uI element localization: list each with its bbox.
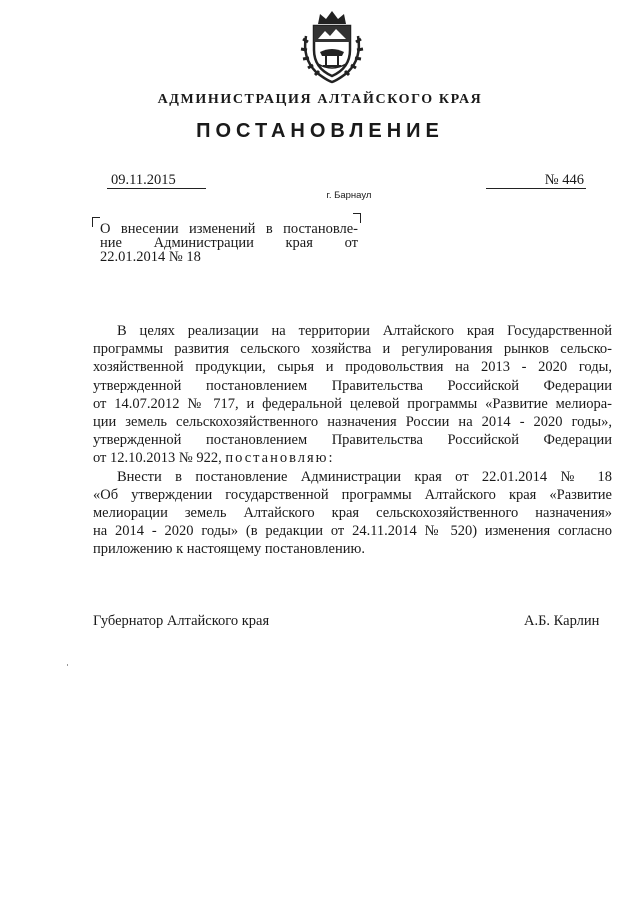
body-line: ции земель сельскохозяйственного назначения России на 2014 - 2020 годы», <box>93 413 612 430</box>
subject-corner-left <box>92 217 100 227</box>
body-line: утвержденной постановлением Правительства Российской Федерации <box>93 377 612 394</box>
document-subject <box>100 222 358 264</box>
signer-name: А.Б. Карлин <box>524 613 600 629</box>
document-type: ПОСТАНОВЛЕНИЕ <box>196 120 444 142</box>
body-line: приложению к настоящему постановлению. <box>93 541 365 558</box>
subject-line: О внесении изменений в постановле- <box>100 221 358 237</box>
coat-of-arms-icon <box>296 6 368 84</box>
body-line: мелиорации земель Алтайского края сельскохозяйственного назначения» <box>93 504 612 521</box>
body-line <box>93 449 612 467</box>
subject-line: ние Администрации края от <box>100 235 358 251</box>
body-line: на 2014 - 2020 годы» (в редакции от 24.11.2014 № 520) изменения согласно <box>93 523 612 540</box>
body-line: Внести в постановление Администрации края от 22.01.2014 № 18 <box>117 468 612 485</box>
document-number: № 446 <box>486 172 586 189</box>
subject-line: 22.01.2014 № 18 <box>100 249 201 265</box>
body-line: В целях реализации на территории Алтайского края Государственной <box>117 323 612 339</box>
resolution-word: постановляю: <box>225 450 335 467</box>
document-body <box>93 322 612 558</box>
organization-name: АДМИНИСТРАЦИЯ АЛТАЙСКОГО КРАЯ <box>157 92 483 107</box>
document-city: г. Барнаул <box>326 190 372 201</box>
body-line: хозяйственной продукции, сырья и продовольствия на 2013 - 2020 годы, <box>93 359 612 376</box>
body-line: утвержденной постановлением Правительства Российской Федерации <box>93 432 612 449</box>
signer-title: Губернатор Алтайского края <box>93 613 270 629</box>
scan-speck <box>67 664 68 666</box>
body-line-prefix: от 12.10.2013 № 922, <box>93 450 222 467</box>
body-line: «Об утверждении государственной программы Алтайского края «Развитие <box>93 486 612 503</box>
body-line: от 14.07.2012 № 717, и федеральной целевой программы «Развитие мелиора- <box>93 395 612 412</box>
document-date: 09.11.2015 <box>107 172 206 189</box>
body-line: программы развития сельского хозяйства и регулирования рынков сельско- <box>93 341 612 358</box>
